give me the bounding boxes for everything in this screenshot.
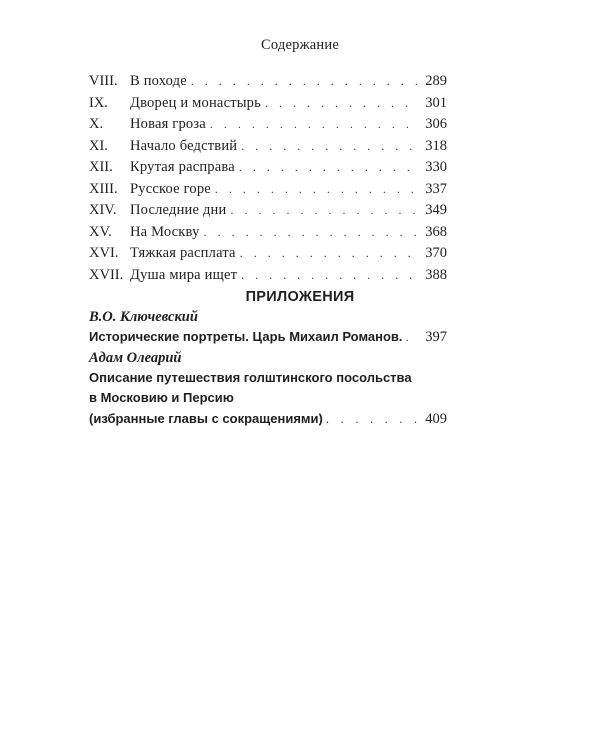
work-title-line: Описание путешествия голштинского посольства (89, 369, 412, 385)
chapter-number: XIII. (89, 180, 118, 197)
toc-entry[interactable] (89, 136, 447, 158)
dot-leader (406, 327, 417, 348)
page-number: 318 (425, 137, 447, 154)
page-number: 330 (425, 159, 447, 175)
dot-leader (210, 114, 417, 136)
toc-entry[interactable] (89, 179, 447, 201)
toc-entry[interactable] (89, 265, 447, 287)
page-number: 301 (425, 94, 447, 111)
work-title-line: в Московию и Персию (89, 390, 234, 405)
chapter-title: Дворец и монастырь (130, 94, 261, 111)
dot-leader (241, 265, 417, 287)
dot-leader (326, 409, 417, 430)
page-number: 388 (425, 266, 447, 283)
chapter-title: Последние дни (130, 202, 227, 218)
page-number: 368 (425, 223, 447, 240)
page-number: 409 (425, 410, 447, 427)
page-number: 349 (425, 202, 447, 218)
chapter-number: XV. (89, 223, 112, 240)
dot-leader (230, 200, 417, 222)
work-title: Исторические портреты. Царь Михаил Романов. (89, 329, 403, 344)
chapter-number: XIV. (89, 202, 117, 218)
page-number: 370 (425, 245, 447, 261)
appendix-entry[interactable] (89, 307, 447, 348)
appendix-entry[interactable] (89, 348, 447, 430)
page-title: Содержание (261, 37, 339, 53)
dot-leader (191, 71, 417, 93)
chapter-title: На Москву (130, 223, 200, 240)
toc-entry[interactable] (89, 157, 447, 179)
chapter-number: XII. (89, 159, 113, 175)
toc-entry[interactable] (89, 200, 447, 222)
page-number: 337 (425, 180, 447, 197)
author-name: В.О. Ключевский (89, 309, 198, 325)
appendix-list (89, 307, 447, 429)
chapter-title: Тяжкая расплата (130, 245, 236, 261)
chapter-title: Начало бедствий (130, 137, 238, 154)
appendix-heading: ПРИЛОЖЕНИЯ (245, 289, 355, 305)
page-number: 306 (425, 116, 447, 132)
chapter-title: Душа мира ищет (130, 266, 238, 283)
dot-leader (239, 157, 417, 179)
chapter-number: XVII. (89, 266, 124, 283)
toc-entry[interactable] (89, 222, 447, 244)
chapter-title: В походе (130, 73, 187, 89)
work-title-line: (избранные главы с сокращениями) (89, 410, 323, 426)
chapter-title: Крутая расправа (130, 159, 235, 175)
chapter-number: XVI. (89, 245, 119, 261)
page-number: 289 (425, 73, 447, 89)
chapter-number: IX. (89, 94, 108, 111)
chapter-number: VIII. (89, 73, 118, 89)
chapter-number: X. (89, 116, 104, 132)
toc-entry[interactable] (89, 243, 447, 265)
chapter-title: Новая гроза (130, 116, 206, 132)
dot-leader (240, 243, 417, 265)
dot-leader (204, 222, 417, 244)
chapter-title: Русское горе (130, 180, 211, 197)
page-number: 397 (425, 329, 447, 345)
toc-entry[interactable] (89, 114, 447, 136)
dot-leader (241, 136, 417, 158)
toc-entry[interactable] (89, 93, 447, 115)
dot-leader (265, 93, 417, 115)
toc-entry[interactable] (89, 71, 447, 93)
author-name: Адам Олеарий (89, 349, 182, 366)
dot-leader (215, 179, 417, 201)
table-of-contents (89, 71, 447, 286)
chapter-number: XI. (89, 137, 108, 154)
